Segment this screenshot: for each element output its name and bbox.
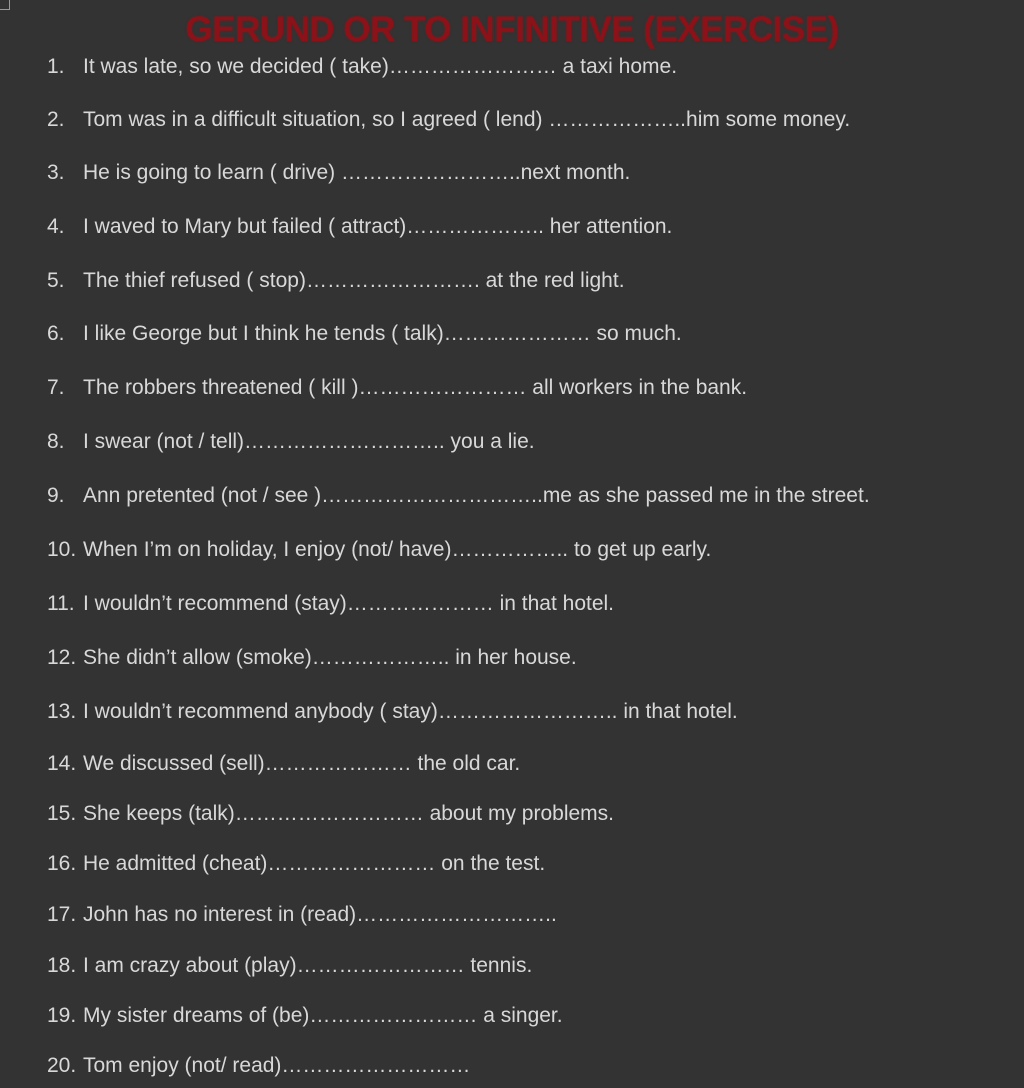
exercise-item (47, 589, 614, 619)
item-text: She didn’t allow (smoke)……………….. in her house. (83, 646, 577, 669)
item-number: 10. (47, 538, 77, 561)
exercise-item (47, 158, 630, 188)
item-number: 13. (47, 700, 77, 723)
item-number: 3. (47, 161, 65, 184)
exercise-item (47, 427, 535, 457)
item-number: 16. (47, 852, 77, 875)
item-number: 7. (47, 376, 65, 399)
item-number: 8. (47, 430, 65, 453)
page-title: GERUND OR TO INFINITIVE (EXERCISE) (185, 10, 839, 49)
item-number: 2. (47, 108, 65, 131)
item-text: He admitted (cheat)…………………… on the test. (83, 852, 546, 875)
item-number: 17. (47, 903, 77, 926)
item-text: The robbers threatened ( kill )…………………… all workers in the bank. (83, 376, 748, 399)
exercise-item (47, 849, 545, 879)
document-corner-mark (0, 0, 10, 10)
exercise-item (47, 373, 747, 403)
item-number: 4. (47, 215, 65, 238)
item-text: It was late, so we decided ( take)…………………… a taxi home. (83, 55, 678, 78)
item-number: 9. (47, 484, 65, 507)
item-text: The thief refused ( stop)……………………. at the red light. (83, 269, 625, 292)
exercise-item (47, 535, 711, 565)
exercise-item (47, 749, 520, 779)
item-text: I swear (not / tell)……………………….. you a lie. (83, 430, 535, 453)
item-text: I like George but I think he tends ( talk)………………… so much. (83, 322, 682, 345)
exercise-item (47, 951, 532, 981)
exercise-item (47, 643, 577, 673)
exercise-item (47, 212, 672, 242)
item-text: Tom enjoy (not/ read)……………………… (83, 1054, 471, 1077)
exercise-item (47, 1001, 563, 1031)
item-text: He is going to learn ( drive) ……………………..next month. (83, 161, 631, 184)
exercise-item (47, 319, 682, 349)
exercise-item (47, 799, 614, 829)
item-text: I wouldn’t recommend (stay)………………… in that hotel. (83, 592, 615, 615)
item-text: Ann pretented (not / see )…………………………..me as she passed me in the street. (83, 484, 870, 507)
item-text: John has no interest in (read)……………………….. (83, 903, 557, 926)
item-number: 20. (47, 1054, 77, 1077)
exercise-item (47, 900, 557, 930)
item-text: My sister dreams of (be)…………………… a singer. (83, 1004, 563, 1027)
exercise-item (47, 52, 677, 82)
item-number: 11. (47, 592, 75, 615)
item-text: I wouldn’t recommend anybody ( stay)…………………….. in that hotel. (83, 700, 738, 723)
exercise-item (47, 266, 625, 296)
item-number: 19. (47, 1004, 77, 1027)
item-text: She keeps (talk)……………………… about my problems. (83, 802, 614, 825)
exercise-item (47, 697, 738, 727)
item-number: 6. (47, 322, 65, 345)
item-number: 14. (47, 752, 77, 775)
item-text: Tom was in a difficult situation, so I agreed ( lend) ………………..him some money. (83, 108, 851, 131)
item-text: I am crazy about (play)…………………… tennis. (83, 954, 533, 977)
item-text: I waved to Mary but failed ( attract)……………….. her attention. (83, 215, 673, 238)
exercise-item (47, 481, 870, 511)
item-number: 12. (47, 646, 77, 669)
item-number: 15. (47, 802, 77, 825)
item-number: 5. (47, 269, 65, 292)
item-text: When I’m on holiday, I enjoy (not/ have)…………….. to get up early. (83, 538, 712, 561)
exercise-item (47, 105, 850, 135)
item-number: 18. (47, 954, 77, 977)
exercise-item (47, 1051, 470, 1081)
item-number: 1. (47, 55, 65, 78)
item-text: We discussed (sell)………………… the old car. (83, 752, 521, 775)
